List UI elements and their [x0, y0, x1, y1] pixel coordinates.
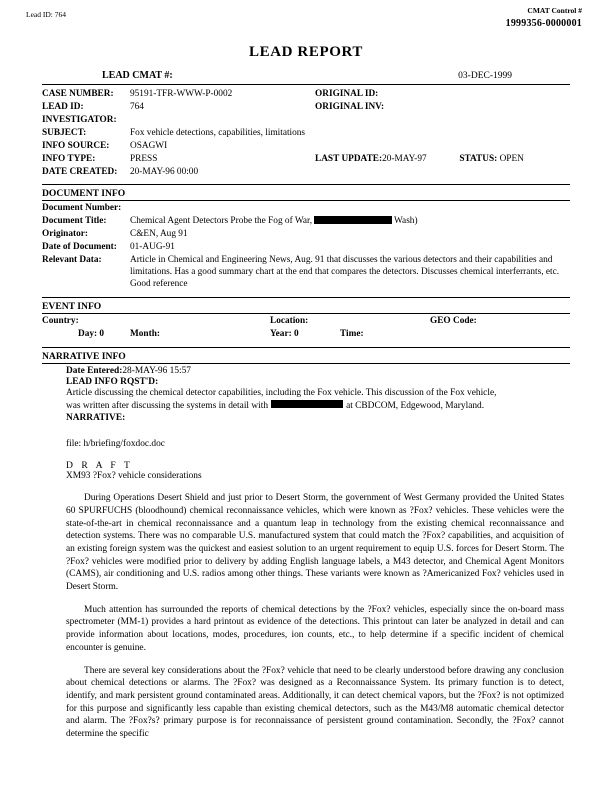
document-title-tail: Wash): [394, 216, 418, 227]
table-row: [42, 101, 570, 114]
lead-info-rqst-line-2: [66, 400, 570, 413]
subject-value: Fox vehicle detections, capabilities, limitations: [130, 127, 306, 138]
table-row: [42, 255, 570, 292]
lead-id-label: LEAD ID:: [42, 101, 84, 112]
narrative-label: NARRATIVE:: [66, 413, 126, 424]
month-label: Month:: [130, 329, 160, 340]
originator-label: Originator:: [42, 229, 88, 240]
date-created-value: 20-MAY-96 00:00: [130, 167, 199, 178]
document-number-value: [130, 203, 570, 216]
narrative-paragraphs: [42, 492, 570, 740]
divider-top: [42, 84, 570, 85]
lead-id-value: 764: [130, 101, 144, 112]
case-number-value: 95191-TFR-WWW-P-0002: [130, 88, 233, 99]
lead-cmat-label: LEAD CMAT #:: [102, 70, 173, 81]
redaction-bar: [314, 216, 392, 224]
info-source-value: OSAGWI: [130, 140, 168, 151]
table-row: [42, 316, 570, 329]
location-label: Location:: [270, 316, 309, 327]
narrative-paragraph: There are several key considerations about the ?Fox? vehicle that need to be clearly understood before drawing any conclusion about chemical detections or alarms. The ?Fox? was designed as a Reconnaissance System. Its primary function is to detect, identify, and mark persistent ground contaminated areas. Additionally, it can detect chemical vapors, but the ?Fox? is not optimized for this purpose and significantly less capable than existing chemical detectors, such as the M43/M8 automatic chemical detector and alarm. The ?Fox?s? primary purpose is for reconnaissance of persistent ground contamination. Secondly, the ?Fox? cannot determine the specific: [66, 665, 564, 739]
date-created-label: DATE CREATED:: [42, 167, 118, 178]
page-title: LEAD REPORT: [248, 44, 363, 60]
investigator-value: [130, 114, 315, 127]
date-entered-value: 28-MAY-96 15:57: [122, 365, 191, 376]
last-update-group: [315, 153, 570, 166]
lead-info-rqst-body: [42, 387, 570, 412]
last-update-label: LAST UPDATE:: [315, 153, 383, 164]
date-of-document-value: 01-AUG-91: [130, 242, 175, 253]
narrative-paragraph: Much attention has surrounded the reports of chemical detections by the ?Fox? vehicles, especially since the on-board mass spectrometer (MM-1) provides a hard printout as evidence of the detections. This printout can later be analyzed in detail and can provide information about locations, modes, procedures, ion counts, etc., to help determine if a specific incident of chemical encounter is genuine.: [66, 604, 564, 653]
cmat-control-label: CMAT Control #: [527, 6, 582, 15]
table-row: [42, 203, 570, 216]
table-row: [42, 127, 570, 140]
table-row: [42, 216, 570, 229]
status-badge: OPEN: [499, 153, 524, 164]
date-of-document-label: Date of Document:: [42, 242, 117, 253]
table-row: [42, 88, 570, 101]
event-info-table: [42, 316, 570, 342]
report-body: [42, 70, 570, 751]
info-source-label: INFO SOURCE:: [42, 140, 110, 151]
cmat-line: [42, 70, 570, 81]
document-title-label: Document Title:: [42, 216, 107, 227]
lead-info-rqst-line-2a: was written after discussing the systems in detail with: [66, 400, 269, 411]
divider-narrative-info-2: [42, 363, 570, 364]
section-title-narrative-info: NARRATIVE INFO: [42, 350, 126, 362]
file-path-line: file: h/briefing/foxdoc.doc: [66, 439, 165, 450]
table-row: [42, 114, 570, 127]
redaction-bar: [271, 400, 343, 408]
country-value: [130, 316, 270, 329]
info-type-value: PRESS: [130, 153, 158, 164]
narrative-paragraph: During Operations Desert Shield and just prior to Desert Storm, the government of West Germany provided the United States 60 SPURFUCHS (bloodhound) chemical reconnaissance vehicles, which were known as ?Fox? vehicles. These vehicles were the state-of-the-art in chemical reconnaissance and a quantum leap in technology from the existing chemical reconnaissance and detection systems. There was no comparable U.S. manufactured system that could match the ?Fox? capabilities, and acquisition of an existing foreign system was the quickest and easiest solution to an urgent requirement to equip U.S. forces for Desert Storm. The ?Fox? vehicles were modified prior to delivery by adding English language labels, a M43 detector, and Chemical Agent Monitors (CAMS), air conditioning and U.S. radios among other things. These variants were known as ?Americanized Fox? vehicles used in Desert Storm.: [66, 493, 564, 593]
lead-id-header: Lead ID: 764: [26, 10, 66, 19]
draft-subtitle: XM93 ?Fox? vehicle considerations: [66, 471, 202, 482]
divider-event-info-2: [42, 313, 570, 314]
status-label: STATUS:: [459, 153, 498, 164]
last-update-value: 20-MAY-97: [382, 153, 427, 164]
table-row: [42, 329, 570, 342]
section-title-event-info: EVENT INFO: [42, 300, 102, 312]
info-type-label: INFO TYPE:: [42, 153, 96, 164]
page-header: [0, 0, 612, 34]
original-id-label: ORIGINAL ID:: [315, 88, 379, 99]
original-inv-label: ORIGINAL INV:: [315, 101, 385, 112]
document-number-label: Document Number:: [42, 203, 122, 214]
geo-code-label: GEO Code:: [430, 316, 477, 327]
country-label: Country:: [42, 316, 79, 327]
document-title-value: [130, 216, 570, 229]
divider-document-info-2: [42, 200, 570, 201]
day-label: Day: 0: [78, 329, 105, 340]
subject-label: SUBJECT:: [42, 127, 87, 138]
originator-value: C&EN, Aug 91: [130, 229, 188, 240]
lead-info-rqst-line-1: Article discussing the chemical detector capabilities, including the Fox vehicle. This discussion of the Fox vehicle,: [66, 387, 497, 398]
lead-cmat-date: 03-DEC-1999: [458, 71, 512, 81]
cmat-control-number: 1999356-0000001: [505, 18, 582, 29]
case-number-label: CASE NUMBER:: [42, 88, 114, 99]
original-inv-value: [407, 101, 570, 114]
original-id-value: [407, 88, 570, 101]
lead-info-rqst-line-2b: at CBDCOM, Edgewood, Maryland.: [346, 400, 485, 411]
draft-label: D R A F T: [66, 460, 133, 472]
year-label: Year: 0: [270, 329, 299, 340]
document-info-table: [42, 203, 570, 292]
relevant-data-label: Relevant Data:: [42, 255, 102, 266]
relevant-data-value: Article in Chemical and Engineering News, Aug. 91 that discusses the various detectors and their capabilities and limitations. Has a good summary chart at the end that compares the detectors. Discusses chemical interferrants, etc. Good reference: [130, 255, 560, 290]
lead-info-rqst-label: LEAD INFO RQST'D:: [66, 376, 159, 387]
location-value: [340, 316, 430, 329]
table-row: [42, 229, 570, 242]
date-entered-label: Date Entered:: [66, 365, 123, 376]
date-entered-row: [42, 366, 570, 376]
table-row: [42, 166, 570, 179]
divider-event-info: [42, 297, 570, 298]
case-info-table: [42, 88, 570, 180]
section-title-document-info: DOCUMENT INFO: [42, 187, 126, 199]
time-label: Time:: [340, 329, 364, 340]
document-title-text: Chemical Agent Detectors Probe the Fog of War,: [130, 216, 313, 227]
investigator-label: INVESTIGATOR:: [42, 114, 117, 125]
table-row: [42, 153, 570, 166]
divider-narrative-info: [42, 347, 570, 348]
table-row: [42, 242, 570, 255]
table-row: [42, 140, 570, 153]
divider-document-info: [42, 184, 570, 185]
